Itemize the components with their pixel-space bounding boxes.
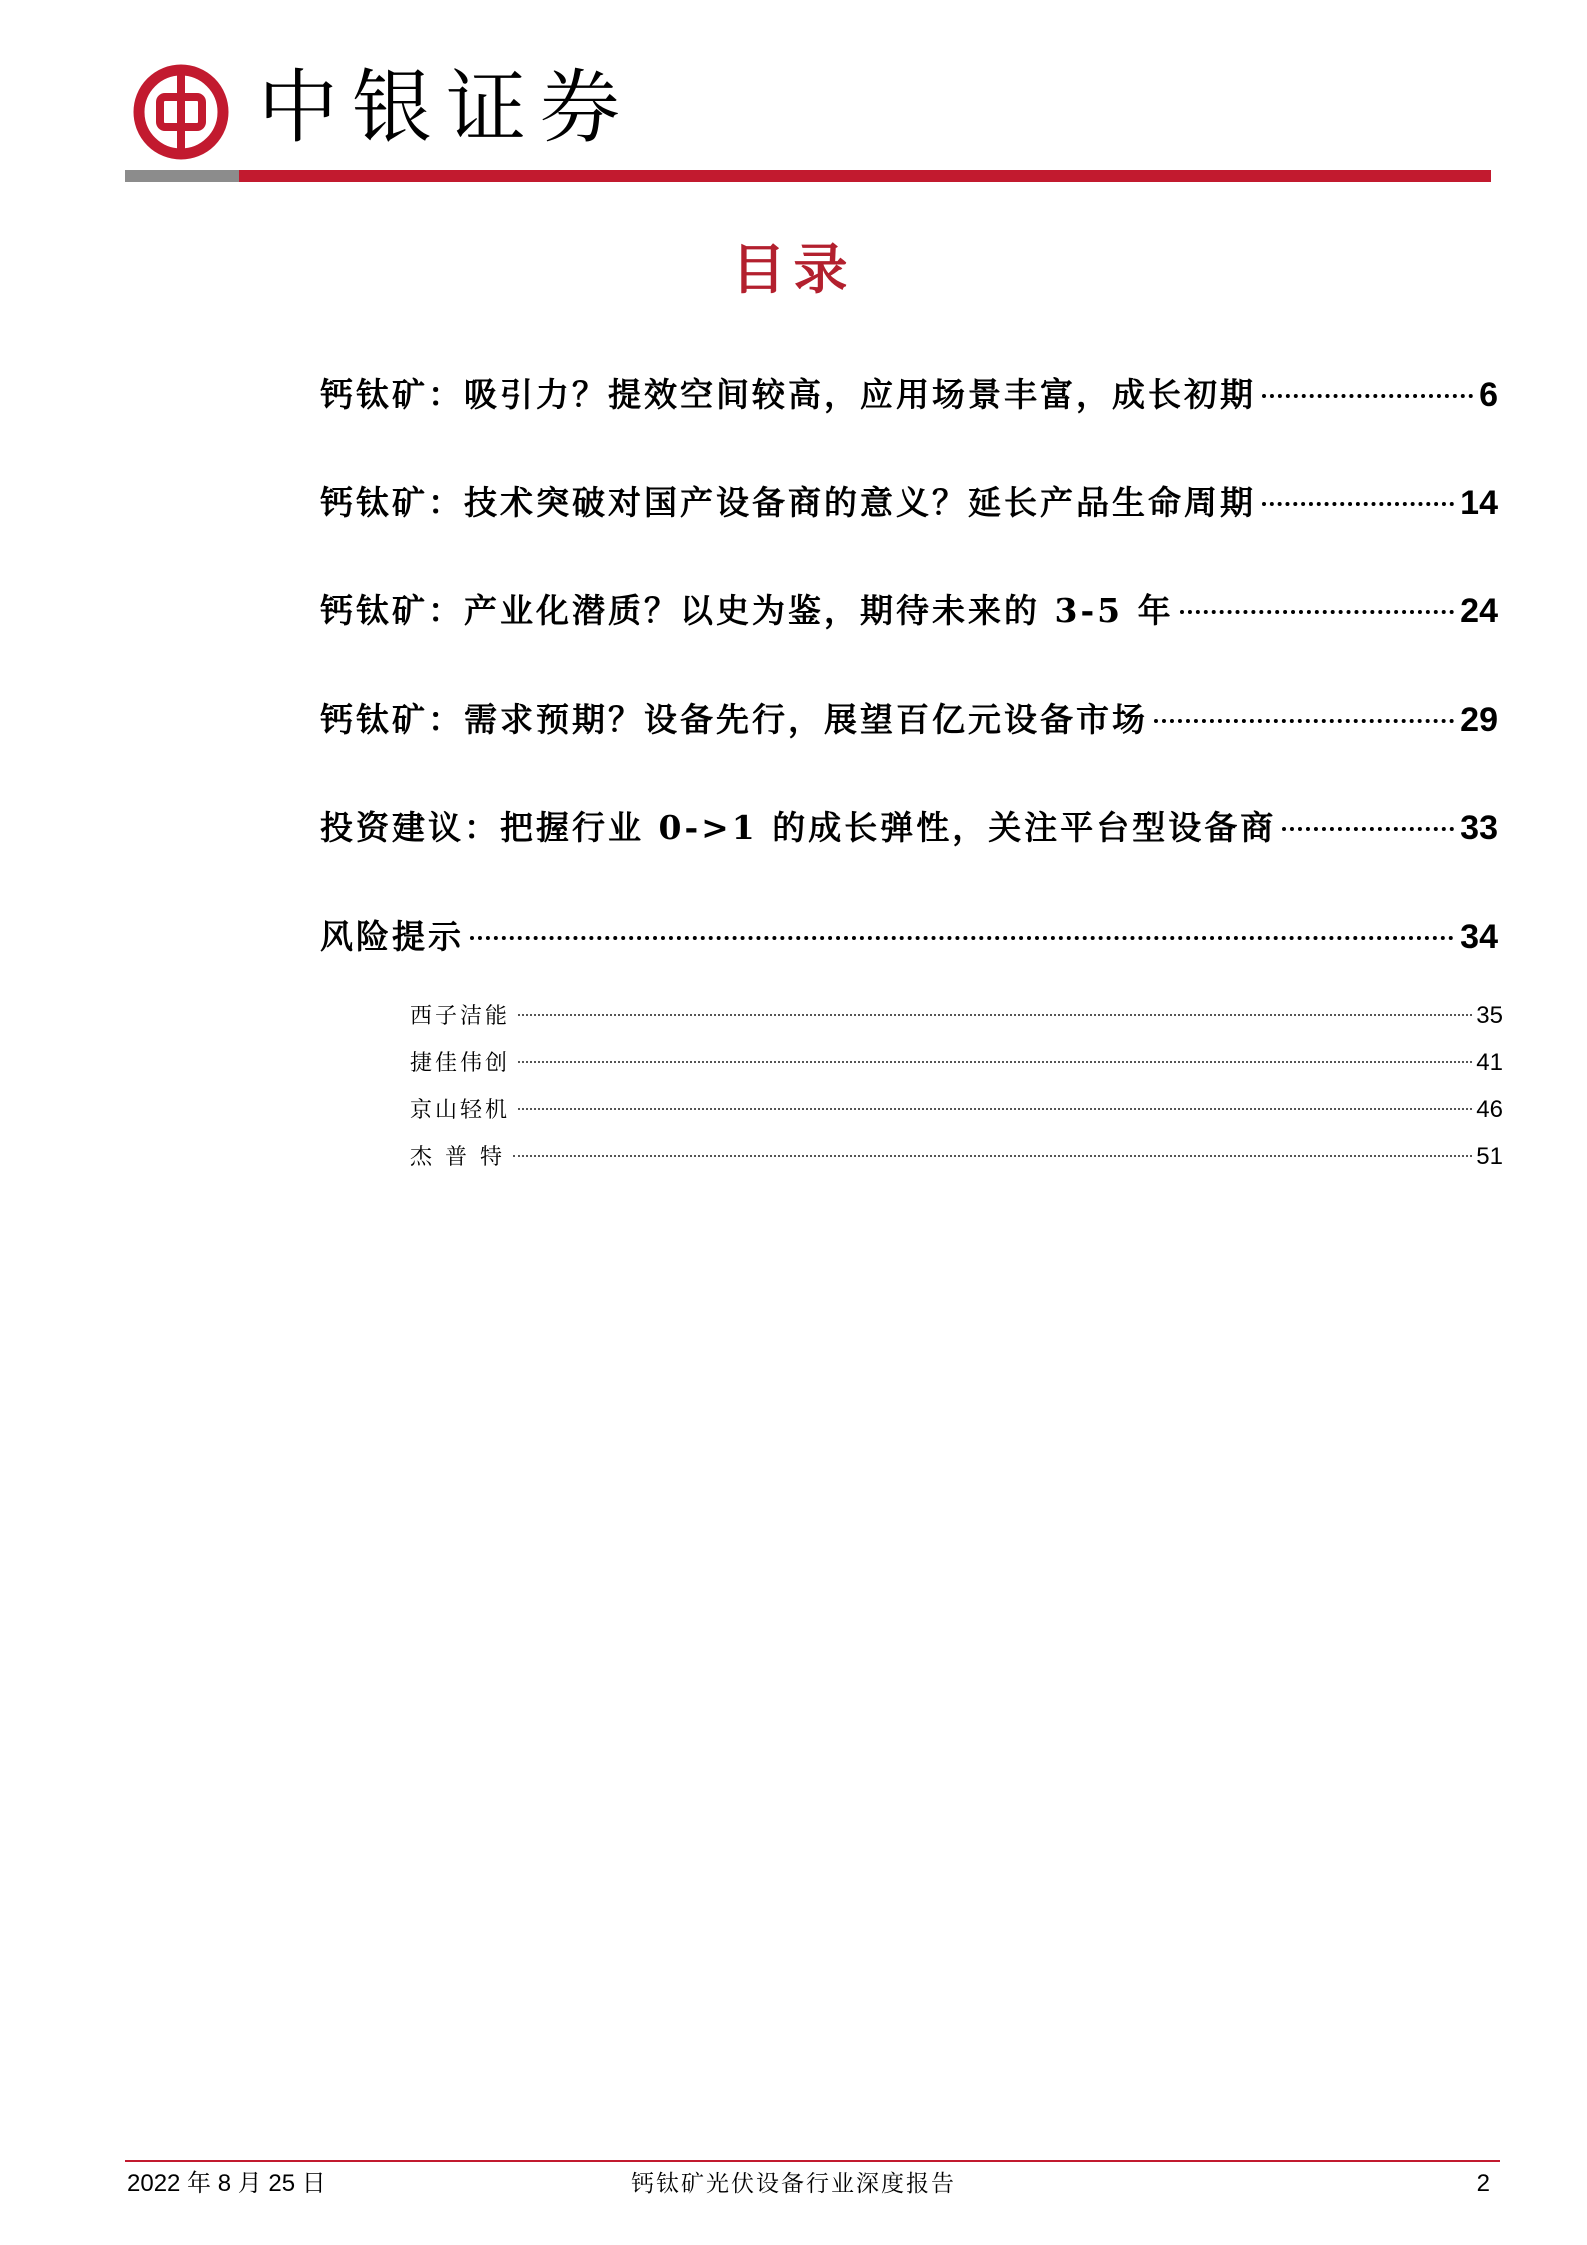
toc-dot-leader bbox=[1282, 827, 1454, 831]
toc-dot-leader bbox=[470, 936, 1454, 940]
toc-dot-leader bbox=[513, 1155, 1472, 1157]
toc-entry-text: 钙钛矿：产业化潜质？以史为鉴，期待未来的 3-5 年 bbox=[320, 591, 1174, 630]
toc-entry-text: 投资建议：把握行业 0->1 的成长弹性，关注平台型设备商 bbox=[320, 808, 1277, 847]
toc-dot-leader bbox=[518, 1014, 1472, 1016]
header-divider-grey bbox=[125, 170, 239, 182]
toc-sub-entry[interactable] bbox=[410, 1141, 1503, 1173]
toc-dot-leader bbox=[518, 1061, 1472, 1063]
toc-sub-entry-text: 京山轻机 bbox=[410, 1098, 511, 1123]
toc-dot-leader bbox=[1262, 502, 1454, 506]
footer-page-number: 2 bbox=[1476, 2170, 1490, 2197]
toc-sub-entry[interactable] bbox=[410, 1047, 1503, 1079]
toc-entry[interactable] bbox=[320, 370, 1498, 420]
toc-sub-entry-text: 捷佳伟创 bbox=[410, 1051, 511, 1076]
toc-dot-leader bbox=[518, 1108, 1472, 1110]
toc-sub-entry-page: 46 bbox=[1476, 1096, 1503, 1123]
toc-sub-entry-text: 西子洁能 bbox=[410, 1004, 511, 1029]
toc-entry-text: 钙钛矿：技术突破对国产设备商的意义？延长产品生命周期 bbox=[320, 483, 1256, 522]
footer-report-name: 钙钛矿光伏设备行业深度报告 bbox=[631, 2171, 956, 2197]
toc-entry[interactable] bbox=[320, 478, 1498, 528]
toc-entry-page: 24 bbox=[1460, 592, 1498, 630]
toc-sub-entry-page: 51 bbox=[1476, 1143, 1503, 1170]
toc-entry-text: 钙钛矿：需求预期？设备先行，展望百亿元设备市场 bbox=[320, 700, 1148, 739]
toc-entry-page: 14 bbox=[1460, 484, 1498, 522]
toc-entry-page: 33 bbox=[1460, 809, 1498, 847]
toc-title: 目录 bbox=[731, 237, 856, 301]
toc-sub-entry-page: 35 bbox=[1476, 1002, 1503, 1029]
toc-dot-leader bbox=[1262, 394, 1473, 398]
footer-date: 2022 年 8 月 25 日 bbox=[127, 2170, 326, 2197]
toc-dot-leader bbox=[1180, 610, 1455, 614]
toc-entry-page: 6 bbox=[1479, 376, 1498, 414]
toc-entry-text: 风险提示 bbox=[320, 917, 464, 956]
toc-entry[interactable] bbox=[320, 803, 1498, 853]
toc-sub-entry-text: 杰 普 特 bbox=[410, 1145, 505, 1170]
toc-entry-page: 29 bbox=[1460, 701, 1498, 739]
toc-sub-entry[interactable] bbox=[410, 1094, 1503, 1126]
toc-sub-entry-page: 41 bbox=[1476, 1049, 1503, 1076]
toc-entry[interactable] bbox=[320, 586, 1498, 636]
header-divider-red bbox=[239, 170, 1491, 182]
toc-sub-entry[interactable] bbox=[410, 1000, 1503, 1032]
brand-name: 中银证券 bbox=[258, 61, 634, 154]
toc-entry-text: 钙钛矿：吸引力？提效空间较高，应用场景丰富，成长初期 bbox=[320, 375, 1256, 414]
toc-entry-page: 34 bbox=[1460, 918, 1498, 956]
toc-dot-leader bbox=[1154, 719, 1454, 723]
toc-entry[interactable] bbox=[320, 912, 1498, 962]
footer-divider bbox=[125, 2160, 1500, 2162]
bank-of-china-logo-icon bbox=[133, 64, 229, 160]
toc-entry[interactable] bbox=[320, 695, 1498, 745]
